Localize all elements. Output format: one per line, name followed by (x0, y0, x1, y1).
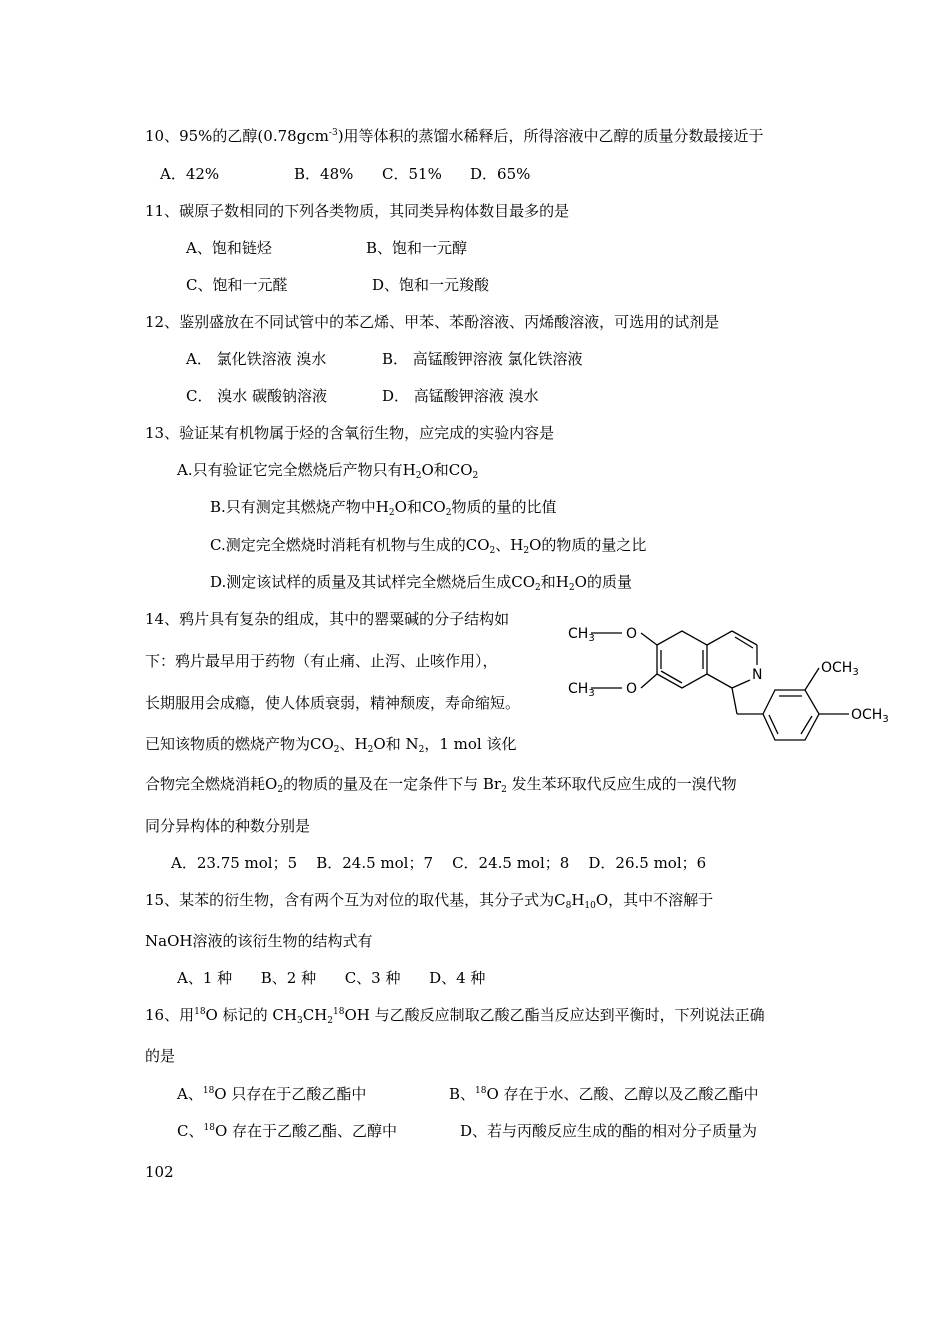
q10-option-d: D．65% (470, 165, 531, 183)
q14-l4-c: ，1 mol 该化 (424, 735, 517, 753)
q14-l4-co: CO (310, 735, 334, 753)
q16-b-pre: B、 (449, 1085, 476, 1103)
q11-option-d: D、饱和一元羧酸 (372, 276, 490, 294)
q16-c-pre: C、 (177, 1122, 204, 1140)
q10-stem-a: 10、95%的乙醇(0.78gcm (145, 127, 329, 145)
q10-option-b: B．48% (294, 165, 354, 183)
och3-bottom-label: $OCH_3$ (851, 707, 889, 725)
q13-c-text3: 的物质的量之比 (541, 536, 647, 554)
q14-line1: 14、鸦片具有复杂的组成，其中的罂粟碱的分子结构如 (145, 610, 510, 628)
q14-l5-sub: 2 (277, 785, 284, 795)
q11-options-row2 (186, 276, 489, 294)
ch3-bottom-label: $CH_3$ (568, 681, 595, 699)
q16-option-d: D、若与丙酸反应生成的酯的相对分子质量为 (460, 1122, 758, 1140)
q16-c-sup: 18 (203, 1123, 215, 1133)
q14-l4-sep: 、 (339, 735, 355, 753)
q12-option-a: A． 氯化铁溶液 溴水 (186, 350, 327, 368)
q13-a-o: O (421, 461, 434, 479)
q13-d-text3: 的质量 (586, 573, 632, 591)
oxygen-top-label: O (626, 626, 638, 642)
q16-option-b (449, 1085, 759, 1103)
q11-stem: 11、碳原子数相同的下列各类物质，其同类异构体数目最多的是 (145, 202, 570, 220)
q13-b-sub: 2 (388, 508, 395, 518)
q13-b-text3: 物质的量的比值 (451, 498, 557, 516)
q13-c-sub: 2 (489, 546, 496, 556)
q13-b-co: CO (421, 498, 446, 516)
q10-options (160, 165, 530, 183)
q14-line6: 同分异构体的种数分别是 (145, 817, 311, 835)
oxygen-bottom-label: O (626, 681, 638, 697)
q13-option-b (210, 498, 556, 516)
q16-line2: 的是 (145, 1047, 176, 1065)
q13-b-h: H (375, 498, 389, 516)
q16-options-row2 (177, 1122, 757, 1140)
q13-b-text: B.只有测定其燃烧产物中 (210, 498, 376, 516)
q14-l5-o: O (265, 775, 278, 793)
q13-c-o: O (529, 536, 542, 554)
q14-l5-c: 发生苯环取代反应生成的一溴代物 (511, 775, 737, 793)
q13-b-o: O (394, 498, 407, 516)
q12-options-row2 (186, 387, 539, 405)
q16-b-sup: 18 (475, 1086, 487, 1096)
nitrogen-label: N (752, 667, 763, 683)
q15-stem-b: O，其中不溶解于 (595, 891, 714, 909)
q13-option-c (210, 536, 646, 554)
q13-d-and: 和 (540, 573, 556, 591)
q15-sub8: 8 (565, 901, 572, 911)
q14-l5-a: 合物完全燃烧消耗 (145, 775, 266, 793)
q16-c-post: O 存在于乙酸乙酯、乙醇中 (214, 1122, 398, 1140)
q13-a-h: H (402, 461, 416, 479)
q14-line4 (145, 735, 516, 753)
q16-option-c (177, 1122, 460, 1140)
q10-stem-sup: -3 (328, 128, 338, 138)
ch3-top-label: $CH_3$ (568, 626, 595, 644)
q14-l5-br: Br (482, 775, 502, 793)
q14-options: A．23.75 mol；5 B．24.5 mol；7 C．24.5 mol；8 D．26.5 mol；6 (171, 854, 707, 872)
q16-a-pre: A、 (177, 1085, 203, 1103)
q16-a-post: O 只存在于乙酸乙酯中 (214, 1085, 367, 1103)
q13-b-and: 和 (406, 498, 422, 516)
q14-l4-h: H (354, 735, 368, 753)
q16-sub3: 3 (296, 1016, 303, 1026)
q13-d-text: D.测定该试样的质量及其试样完全燃烧后生成 (210, 573, 512, 591)
q13-a-co: CO (448, 461, 473, 479)
q16-stem (145, 1006, 765, 1024)
q14-l5-b: 的物质的量及在一定条件下与 (283, 775, 479, 793)
q14-l4-sub2: 2 (367, 745, 374, 755)
q14-l4-o: O (373, 735, 386, 753)
q12-option-d: D． 高锰酸钾溶液 溴水 (382, 387, 539, 405)
q15-sub10: 10 (584, 901, 596, 911)
q13-d-sub: 2 (535, 583, 541, 593)
q16-sup18: 18 (194, 1007, 206, 1017)
q14-l5-sub2: 2 (501, 785, 507, 795)
q14-l4-sub: 2 (333, 745, 340, 755)
q13-a-and: 和 (433, 461, 449, 479)
q13-d-sub2: 2 (568, 583, 575, 593)
q11-option-c: C、饱和一元醛 (186, 276, 288, 294)
q10-stem (145, 127, 764, 145)
q16-sub2: 2 (327, 1016, 333, 1026)
q10-stem-b: )用等体积的蒸馏水稀释后，所得溶液中乙醇的质量分数最接近于 (337, 127, 764, 145)
q12-option-b: B． 高锰酸钾溶液 氯化铁溶液 (382, 350, 583, 368)
q13-a-sub2: 2 (472, 471, 479, 481)
q13-b-sub2: 2 (445, 508, 452, 518)
q11-option-b: B、饱和一元醇 (366, 239, 468, 257)
q11-option-a: A、饱和链烃 (186, 239, 272, 257)
q12-stem: 12、鉴别盛放在不同试管中的苯乙烯、甲苯、苯酚溶液、丙烯酸溶液，可选用的试剂是 (145, 313, 720, 331)
papaverine-structure-diagram (565, 612, 895, 752)
q13-option-d (210, 573, 632, 591)
q13-c-co: CO (465, 536, 490, 554)
q16-a-sup: 18 (202, 1086, 215, 1096)
q13-c-sub2: 2 (523, 546, 530, 556)
q16-sup18b: 18 (332, 1007, 345, 1017)
q15-h: H (571, 891, 585, 909)
q13-c-sep: 、 (495, 536, 511, 554)
q16-options-row1 (177, 1085, 759, 1103)
q14-line5 (145, 775, 737, 793)
q12-options-row1 (186, 350, 583, 368)
q14-line3: 长期服用会成瘾，使人体质衰弱，精神颓废，寿命缩短。 (145, 694, 521, 712)
q13-stem: 13、验证某有机物属于烃的含氧衍生物，应完成的实验内容是 (145, 424, 555, 442)
q13-d-o: O (574, 573, 587, 591)
q15-options: A、1 种 B、2 种 C、3 种 D、4 种 (177, 969, 486, 987)
q14-l4-sub3: 2 (418, 745, 425, 755)
q13-c-h: H (510, 536, 524, 554)
q14-l4-b: 和 (385, 735, 401, 753)
q13-c-text: C.测定完全燃烧时消耗有机物与生成的 (210, 536, 466, 554)
q16-option-d-continued: 102 (145, 1163, 174, 1181)
q14-l4-a: 已知该物质的燃烧产物为 (145, 735, 311, 753)
q12-option-c: C． 溴水 碳酸钠溶液 (186, 387, 328, 405)
q14-l4-n: N (405, 735, 419, 753)
och3-top-label: $OCH_3$ (821, 660, 859, 678)
q16-option-a (177, 1085, 449, 1103)
q16-stem-a: 16、用 (145, 1006, 195, 1024)
q15-stem-a: 15、某苯的衍生物，含有两个互为对位的取代基，其分子式为C (145, 891, 566, 909)
q11-options-row1 (186, 239, 467, 257)
q16-stem-b: O 标记的 CH (205, 1006, 297, 1024)
q15-line2: NaOH溶液的该衍生物的结构式有 (145, 932, 373, 950)
q16-stem-c: CH (302, 1006, 328, 1024)
q13-a-text: A.只有验证它完全燃烧后产物只有 (177, 461, 403, 479)
q14-line2: 下：鸦片最早用于药物（有止痛、止泻、止咳作用）， (145, 652, 498, 670)
q15-stem (145, 891, 713, 909)
q13-d-h: H (555, 573, 569, 591)
q16-stem-d: OH 与乙酸反应制取乙酸乙酯当反应达到平衡时，下列说法正确 (344, 1006, 765, 1024)
q10-option-a: A．42% (160, 165, 220, 183)
q10-option-c: C．51% (382, 165, 442, 183)
q13-option-a (177, 461, 478, 479)
q13-a-sub: 2 (415, 471, 422, 481)
q16-b-post: O 存在于水、乙酸、乙醇以及乙酸乙酯中 (486, 1085, 759, 1103)
q13-d-co: CO (511, 573, 536, 591)
